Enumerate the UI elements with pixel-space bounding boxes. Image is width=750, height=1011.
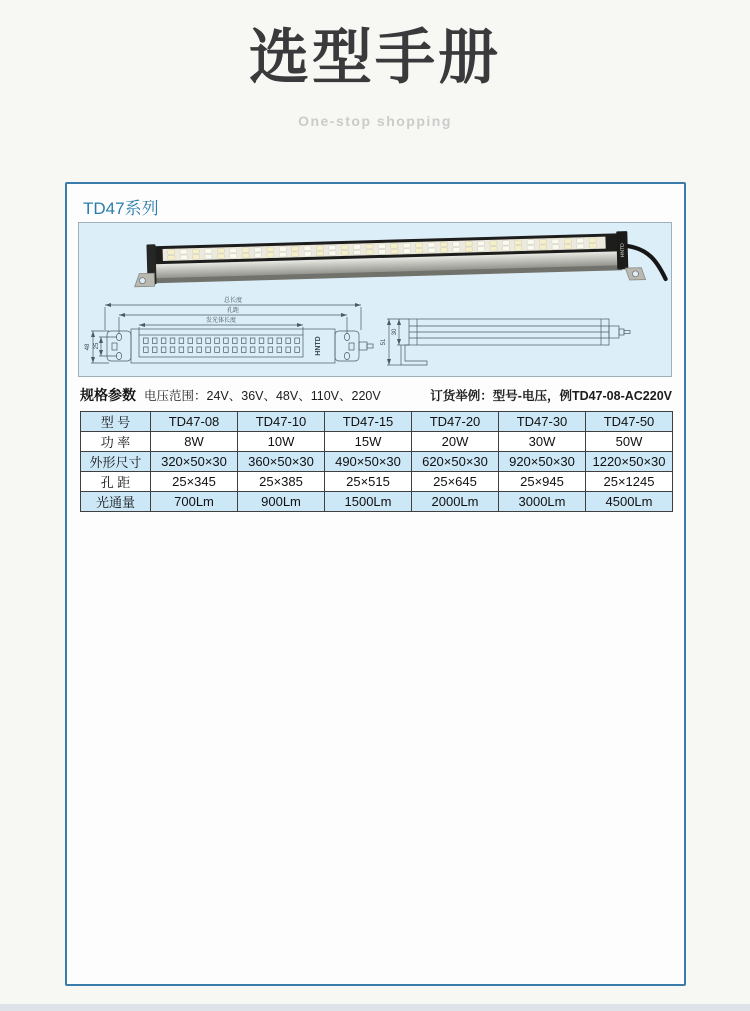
led-hole	[179, 347, 184, 352]
led-chip	[453, 242, 460, 247]
table-cell: 1220×50×30	[586, 452, 673, 472]
photo-brand-text: HNTD	[619, 243, 626, 258]
led-hole	[161, 347, 166, 352]
table-row	[81, 412, 673, 432]
spec-params-label: 规格参数	[80, 387, 136, 403]
led-chip	[168, 255, 175, 260]
order-example-text: 订货举例：型号-电压，例TD47-08-AC220V	[430, 389, 672, 403]
led-hole	[188, 347, 193, 352]
table-cell: 490×50×30	[325, 452, 412, 472]
led-chip	[589, 244, 596, 249]
led-chip	[440, 248, 447, 253]
row-label: 孔 距	[81, 472, 151, 492]
led-hole	[241, 347, 246, 352]
led-hole	[197, 338, 202, 343]
led-hole	[215, 347, 220, 352]
front-led-holes	[144, 338, 300, 352]
led-hole	[170, 338, 175, 343]
table-cell: 25×345	[151, 472, 238, 492]
right-bracket-hole	[632, 271, 638, 277]
led-chip	[577, 238, 584, 243]
left-bracket-hole	[139, 278, 145, 284]
page-subtitle: One-stop shopping	[298, 113, 452, 129]
table-row	[81, 432, 673, 452]
led-chip	[180, 255, 187, 260]
led-hole	[250, 347, 255, 352]
drawing-brand-text: HNTD	[315, 336, 322, 356]
led-chip	[589, 238, 596, 243]
led-hole	[268, 338, 273, 343]
led-chip	[193, 255, 200, 260]
led-chip	[354, 250, 361, 255]
led-chip	[515, 240, 522, 245]
table-cell: 4500Lm	[586, 492, 673, 512]
front-connector	[359, 342, 367, 350]
led-chip	[527, 245, 534, 250]
led-hole	[188, 338, 193, 343]
spec-header-line	[80, 385, 672, 405]
led-chip	[540, 245, 547, 250]
table-row	[81, 492, 673, 512]
led-chip	[465, 241, 472, 246]
led-chip	[242, 248, 249, 253]
led-hole	[224, 347, 229, 352]
led-chip	[403, 249, 410, 254]
row-label: 光通量	[81, 492, 151, 512]
led-hole	[161, 338, 166, 343]
dim-30-label: 30	[392, 328, 398, 336]
led-chip	[391, 249, 398, 254]
led-chip	[453, 247, 460, 252]
row-label: 外形尺寸	[81, 452, 151, 472]
led-chip	[366, 250, 373, 255]
led-chip	[416, 248, 423, 253]
led-chip	[255, 253, 262, 258]
led-chip	[577, 244, 584, 249]
side-connector	[609, 326, 619, 338]
led-hole	[233, 338, 238, 343]
table-cell: 620×50×30	[412, 452, 499, 472]
led-hole	[286, 338, 291, 343]
led-chip	[230, 254, 237, 259]
led-chip	[378, 249, 385, 254]
led-chip	[490, 241, 497, 246]
led-chip	[317, 251, 324, 256]
led-hole	[197, 347, 202, 352]
led-chip	[428, 248, 435, 253]
led-chip	[316, 246, 323, 251]
led-chip	[279, 247, 286, 252]
led-chip	[267, 253, 274, 258]
led-chip	[564, 239, 571, 244]
led-chip	[329, 245, 336, 250]
led-hole	[179, 338, 184, 343]
table-cell: 900Lm	[238, 492, 325, 512]
table-cell: 25×645	[412, 472, 499, 492]
led-chip	[205, 254, 212, 259]
led-chip	[502, 246, 509, 251]
led-chip	[292, 246, 299, 251]
table-cell: 25×385	[238, 472, 325, 492]
led-chip	[304, 251, 311, 256]
table-cell: 3000Lm	[499, 492, 586, 512]
led-hole	[295, 338, 300, 343]
led-chip	[539, 239, 546, 244]
table-cell: 700Lm	[151, 492, 238, 512]
dim-light-length-label: 发光体长度	[205, 318, 237, 324]
led-chip	[180, 249, 187, 254]
front-bar-outline	[131, 329, 335, 363]
table-row	[81, 452, 673, 472]
led-hole	[259, 347, 264, 352]
led-hole	[277, 347, 282, 352]
product-illustration	[79, 223, 671, 376]
led-hole	[295, 347, 300, 352]
led-hole	[152, 338, 157, 343]
led-chip	[465, 247, 472, 252]
led-hole	[277, 338, 282, 343]
led-chip	[304, 246, 311, 251]
dimension-drawing-side	[387, 319, 630, 365]
table-cell: TD47-50	[586, 412, 673, 432]
led-chip	[168, 250, 175, 255]
led-hole	[170, 347, 175, 352]
led-chip	[217, 254, 224, 259]
led-hole	[286, 347, 291, 352]
led-hole	[250, 338, 255, 343]
led-chip	[366, 244, 373, 249]
led-chip	[341, 250, 348, 255]
led-chip	[416, 243, 423, 248]
table-cell: TD47-15	[325, 412, 412, 432]
led-chip	[230, 248, 237, 253]
table-cell: 2000Lm	[412, 492, 499, 512]
table-cell: 30W	[499, 432, 586, 452]
led-hole	[268, 347, 273, 352]
dim-51-label: 51	[381, 338, 387, 346]
led-chip	[490, 246, 497, 251]
product-photo	[133, 230, 665, 294]
table-cell: 1500Lm	[325, 492, 412, 512]
table-cell: 320×50×30	[151, 452, 238, 472]
led-chip	[242, 253, 249, 258]
dim-hole-pitch-label: 孔距	[226, 308, 240, 314]
table-cell: TD47-20	[412, 412, 499, 432]
table-cell: 20W	[412, 432, 499, 452]
table-cell: 360×50×30	[238, 452, 325, 472]
led-chip	[292, 252, 299, 257]
table-cell: 15W	[325, 432, 412, 452]
led-chip	[440, 242, 447, 247]
led-chip	[217, 248, 224, 253]
led-chip	[527, 240, 534, 245]
footer-strip	[0, 1004, 750, 1011]
table-row	[81, 472, 673, 492]
led-hole	[224, 338, 229, 343]
led-chip	[205, 249, 212, 254]
spec-table	[80, 411, 673, 512]
led-chip	[192, 249, 199, 254]
led-hole	[215, 338, 220, 343]
led-hole	[152, 347, 157, 352]
row-label: 型 号	[81, 412, 151, 432]
table-cell: TD47-08	[151, 412, 238, 432]
led-hole	[233, 347, 238, 352]
led-hole	[241, 338, 246, 343]
led-chip	[254, 247, 261, 252]
led-hole	[206, 338, 211, 343]
spec-table-body	[81, 412, 673, 512]
row-label: 功 率	[81, 432, 151, 452]
led-chip	[354, 245, 361, 250]
table-cell: TD47-10	[238, 412, 325, 432]
table-cell: 25×515	[325, 472, 412, 492]
dim-total-length-label: 总长度	[223, 298, 243, 304]
table-cell: 25×1245	[586, 472, 673, 492]
table-cell: 50W	[586, 432, 673, 452]
side-mount-bracket	[401, 345, 427, 365]
led-hole	[144, 347, 149, 352]
led-chip	[329, 251, 336, 256]
dim-48-label: 48	[85, 343, 91, 351]
table-cell: 920×50×30	[499, 452, 586, 472]
led-chip	[279, 252, 286, 257]
front-left-bracket	[107, 331, 131, 361]
led-chip	[341, 245, 348, 250]
led-hole	[259, 338, 264, 343]
series-title: TD47系列	[83, 199, 159, 218]
led-chip	[502, 240, 509, 245]
table-cell: 10W	[238, 432, 325, 452]
led-hole	[206, 347, 211, 352]
front-right-bracket	[335, 331, 359, 361]
series-panel	[65, 182, 686, 986]
voltage-range-text: 电压范围：24V、36V、48V、110V、220V	[144, 389, 381, 403]
page-title: 选型手册	[249, 24, 501, 91]
led-chip	[428, 242, 435, 247]
led-chip	[403, 243, 410, 248]
led-chip	[477, 241, 484, 246]
led-hole	[144, 338, 149, 343]
led-chip	[515, 246, 522, 251]
led-chip	[378, 244, 385, 249]
table-cell: TD47-30	[499, 412, 586, 432]
table-cell: 8W	[151, 432, 238, 452]
table-cell: 25×945	[499, 472, 586, 492]
led-chip	[267, 247, 274, 252]
led-chip	[478, 247, 485, 252]
product-image-box	[78, 222, 672, 377]
led-chip	[391, 243, 398, 248]
led-chip	[552, 239, 559, 244]
led-chip	[564, 244, 571, 249]
side-drawing-labels	[381, 328, 398, 345]
dim-25-label: 25	[94, 342, 100, 350]
led-chip	[552, 245, 559, 250]
